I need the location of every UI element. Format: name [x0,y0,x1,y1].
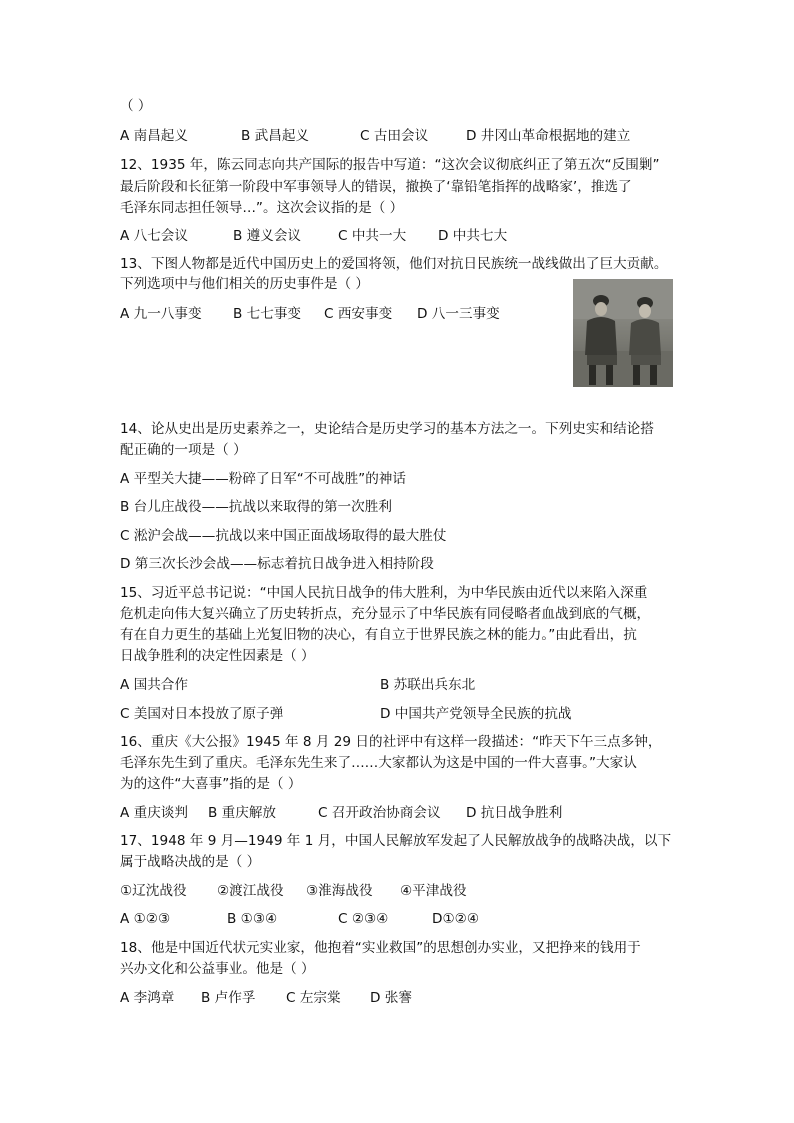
q17-option-a[interactable]: A ①②③ [120,911,171,927]
q12-option-a[interactable]: A 八七会议 [120,228,188,244]
q13-stem-line-2: 下列选项中与他们相关的历史事件是（ ） [120,276,370,292]
q17-option-d[interactable]: D①②④ [432,911,480,927]
q18-option-d[interactable]: D 张謇 [370,990,412,1006]
q11-option-d[interactable]: D 井冈山革命根据地的建立 [466,128,631,144]
q13-option-c[interactable]: C 西安事变 [324,306,393,322]
q15-option-a[interactable]: A 国共合作 [120,677,188,693]
q13-option-a[interactable]: A 九一八事变 [120,306,202,322]
q14-stem-line-2: 配正确的一项是（ ） [120,442,247,458]
q17-item-1: ①辽沈战役 [120,883,187,899]
q15-stem-line-2: 危机走向伟大复兴确立了历史转折点，充分显示了中华民族有同侵略者血战到底的气概， [120,606,651,622]
q17-item-3: ③淮海战役 [306,883,373,899]
q16-stem-line-2: 毛泽东先生到了重庆。毛泽东先生来了……大家都认为这是中国的一件大喜事。”大家认 [120,755,637,771]
q15-option-d[interactable]: D 中国共产党领导全民族的抗战 [380,706,572,722]
q15-stem-line-1: 15、习近平总书记说：“中国人民抗日战争的伟大胜利，为中华民族由近代以来陷入深重 [120,585,648,601]
q16-option-d[interactable]: D 抗日战争胜利 [466,805,563,821]
q15-stem-line-4: 日战争胜利的决定性因素是（ ） [120,648,315,664]
q13-stem-line-1: 13、下图人物都是近代中国历史上的爱国将领，他们对抗日民族统一战线做出了巨大贡献。 [120,256,668,272]
q11-option-b[interactable]: B 武昌起义 [241,128,310,144]
q11-option-c[interactable]: C 古田会议 [360,128,429,144]
q12-stem-line-2: 最后阶段和长征第一阶段中军事领导人的错误，撤换了‘靠铅笔指挥的战略家’，推选了 [120,179,632,195]
q17-option-c[interactable]: C ②③④ [338,911,389,927]
q16-option-b[interactable]: B 重庆解放 [208,805,277,821]
q15-option-b[interactable]: B 苏联出兵东北 [380,677,476,693]
generals-photo [573,279,673,387]
q11-bracket: （ ） [120,98,152,114]
q12-option-c[interactable]: C 中共一大 [338,228,407,244]
q17-stem-line-2: 属于战略决战的是（ ） [120,854,261,870]
q12-option-d[interactable]: D 中共七大 [438,228,508,244]
q16-option-a[interactable]: A 重庆谈判 [120,805,188,821]
q15-stem-line-3: 有在自力更生的基础上光复旧物的决心，有自立于世界民族之林的能力。”由此看出，抗 [120,627,637,643]
q18-option-a[interactable]: A 李鸿章 [120,990,175,1006]
q16-stem-line-1: 16、重庆《大公报》1945 年 8 月 29 日的社评中有这样一段描述：“昨天下午三点多钟， [120,734,662,750]
q12-stem-line-3: 毛泽东同志担任领导…”。这次会议指的是（ ） [120,200,404,216]
q17-stem-line-1: 17、1948 年 9 月—1949 年 1 月，中国人民解放军发起了人民解放战争的战略决战，以下 [120,833,672,849]
q18-option-b[interactable]: B 卢作孚 [201,990,256,1006]
q12-option-b[interactable]: B 遵义会议 [233,228,302,244]
q13-option-d[interactable]: D 八一三事变 [417,306,500,322]
q18-stem-line-2: 兴办文化和公益事业。他是（ ） [120,961,315,977]
q14-option-b[interactable]: B 台儿庄战役——抗战以来取得的第一次胜利 [120,499,392,515]
q16-stem-line-3: 为的这件“大喜事”指的是（ ） [120,776,302,792]
q17-item-4: ④平津战役 [400,883,467,899]
q17-item-2: ②渡江战役 [217,883,284,899]
q14-stem-line-1: 14、论从史出是历史素养之一，史论结合是历史学习的基本方法之一。下列史实和结论搭 [120,421,654,437]
q14-option-a[interactable]: A 平型关大捷——粉碎了日军“不可战胜”的神话 [120,471,406,487]
q13-option-b[interactable]: B 七七事变 [233,306,302,322]
q14-option-d[interactable]: D 第三次长沙会战——标志着抗日战争进入相持阶段 [120,556,434,572]
q16-option-c[interactable]: C 召开政治协商会议 [318,805,441,821]
q12-stem-line-1: 12、1935 年，陈云同志向共产国际的报告中写道：“这次会议彻底纠正了第五次“反围剿” [120,157,660,173]
q17-option-b[interactable]: B ①③④ [227,911,278,927]
q18-option-c[interactable]: C 左宗棠 [286,990,341,1006]
q11-option-a[interactable]: A 南昌起义 [120,128,188,144]
q15-option-c[interactable]: C 美国对日本投放了原子弹 [120,706,284,722]
q14-option-c[interactable]: C 淞沪会战——抗战以来中国正面战场取得的最大胜仗 [120,528,447,544]
q18-stem-line-1: 18、他是中国近代状元实业家，他抱着“实业救国”的思想创办实业，又把挣来的钱用于 [120,940,641,956]
